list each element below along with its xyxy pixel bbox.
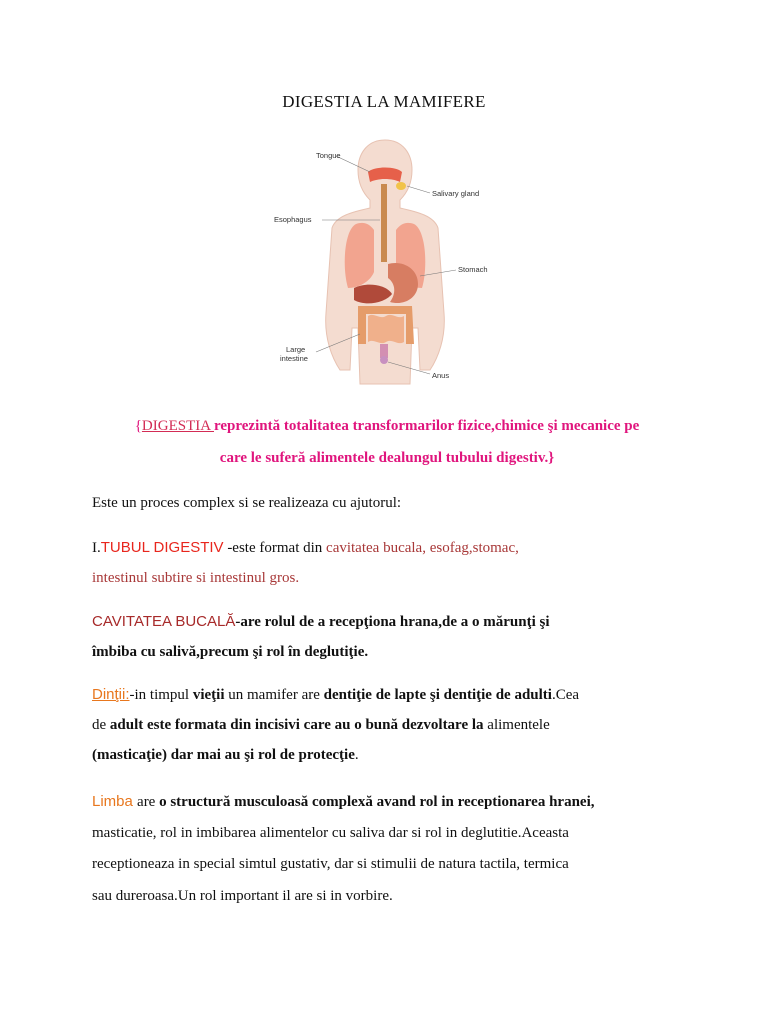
tub-organs-list-2: intestinul subtire si intestinul gros. [92, 570, 300, 586]
page-title: DIGESTIA LA MAMIFERE [282, 92, 486, 111]
digestive-system-figure [270, 138, 500, 388]
dintii-text-3a: (masticaţie) dar mai au şi rol de protecţie [92, 747, 355, 763]
large-intestine-label-line2: intestine [280, 354, 308, 363]
cavitatea-line-1 [92, 607, 692, 637]
definition-term: DIGESTIA [141, 418, 214, 434]
dintii-text-3b: . [354, 747, 359, 763]
dintii-text-2b: adult este formata din incisivi care au o bună dezvoltare la [109, 717, 488, 733]
dintii-term: Dinţii: [92, 686, 130, 703]
limba-line-4: sau dureroasa.Un rol important il are si in vorbire. [92, 888, 393, 904]
dintii-text-1d: dentiţie de lapte şi dentiţie de adulti [323, 687, 552, 703]
cavitatea-text-1: -are rolul de a recepţiona hrana,de a o mărunţi şi [235, 614, 550, 630]
stomach-label: Stomach [458, 265, 488, 274]
tongue-label: Tongue [316, 151, 341, 160]
limba-text-1b: o structură musculoasă complexă avand rol in receptionarea hranei, [159, 794, 595, 810]
tub-prefix: I. [92, 540, 101, 556]
dintii-text-2c: alimentele [487, 717, 550, 733]
dintii-text-1c: un mamifer are [224, 687, 324, 703]
dintii-text-1b: vieţii [192, 687, 225, 703]
tub-mid-text: -este format din [223, 540, 327, 556]
dintii-line-3 [92, 740, 692, 770]
definition-open-brace: { [134, 418, 142, 434]
definition-text-1: reprezintă totalitatea transformarilor fizice,chimice şi mecanice pe [214, 418, 640, 434]
limba-line-1 [92, 787, 692, 817]
dintii-text-1e: .Cea [551, 687, 580, 703]
dintii-text-2a: de [92, 717, 110, 733]
intro-paragraph: Este un proces complex si se realizeaza cu ajutorul: [92, 495, 402, 511]
digestive-system-illustration [270, 138, 500, 388]
tub-organs-list-1: cavitatea bucala, esofag,stomac, [326, 540, 519, 556]
esophagus-label: Esophagus [274, 215, 312, 224]
tub-digestiv-term: TUBUL DIGESTIV [100, 539, 224, 556]
definition-line-2: care le suferă alimentele dealungul tubului digestiv.} [219, 450, 555, 466]
limba-line-2: masticatie, rol in imbibarea alimentelor cu saliva dar si rol in deglutitie.Aceasta [92, 825, 569, 841]
dintii-line-1 [92, 680, 692, 710]
limba-term: Limba [92, 793, 138, 810]
definition-line-1 [92, 410, 682, 442]
limba-line-3: receptioneaza in special simtul gustativ, dar si stimulii de natura tactila, termica [92, 856, 569, 872]
cavitatea-line-2: îmbiba cu salivă,precum şi rol în deglutiţie. [92, 644, 369, 660]
limba-text-1a: are [137, 794, 160, 810]
large-intestine-label-line1: Large [286, 345, 306, 354]
salivary-gland-label: Salivary gland [432, 189, 480, 198]
anus-label: Anus [432, 371, 450, 380]
dintii-line-2 [92, 710, 692, 740]
cavitatea-term: CAVITATEA BUCALĂ [92, 613, 236, 630]
dintii-text-1a: -in timpul [129, 687, 193, 703]
tub-digestiv-line-1 [92, 533, 692, 563]
